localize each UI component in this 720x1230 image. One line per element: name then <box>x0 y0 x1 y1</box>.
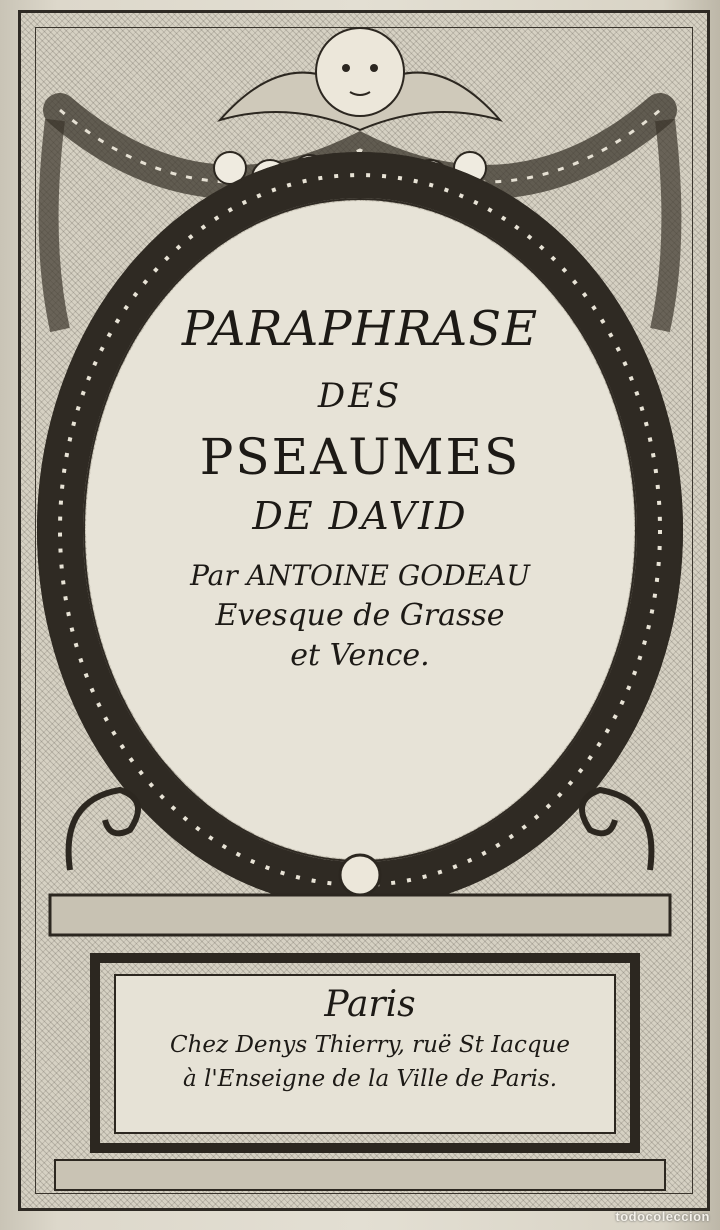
author-office: Evesque de Grasse <box>215 598 505 633</box>
author-office-2: et Vence. <box>290 638 430 673</box>
book-title: PARAPHRASE <box>181 301 539 357</box>
imprint-block <box>120 982 620 1096</box>
author-line: Par ANTOINE GODEAU <box>190 559 530 592</box>
imprint-city: Paris <box>324 984 416 1025</box>
site-watermark: todocoleccion <box>615 1209 710 1224</box>
title-pseaumes: PSEAUMES <box>199 428 521 486</box>
rosette-icon <box>340 855 380 895</box>
cherub-icon <box>220 28 500 130</box>
title-des: DES <box>317 376 403 416</box>
imprint-publisher: Chez Denys Thierry, ruë St Iacque <box>170 1032 570 1058</box>
title-block <box>110 300 610 676</box>
imprint-sign: à l'Enseigne de la Ville de Paris. <box>182 1066 558 1092</box>
pedestal-cornice <box>50 895 670 935</box>
title-david: DE DAVID <box>252 494 468 538</box>
